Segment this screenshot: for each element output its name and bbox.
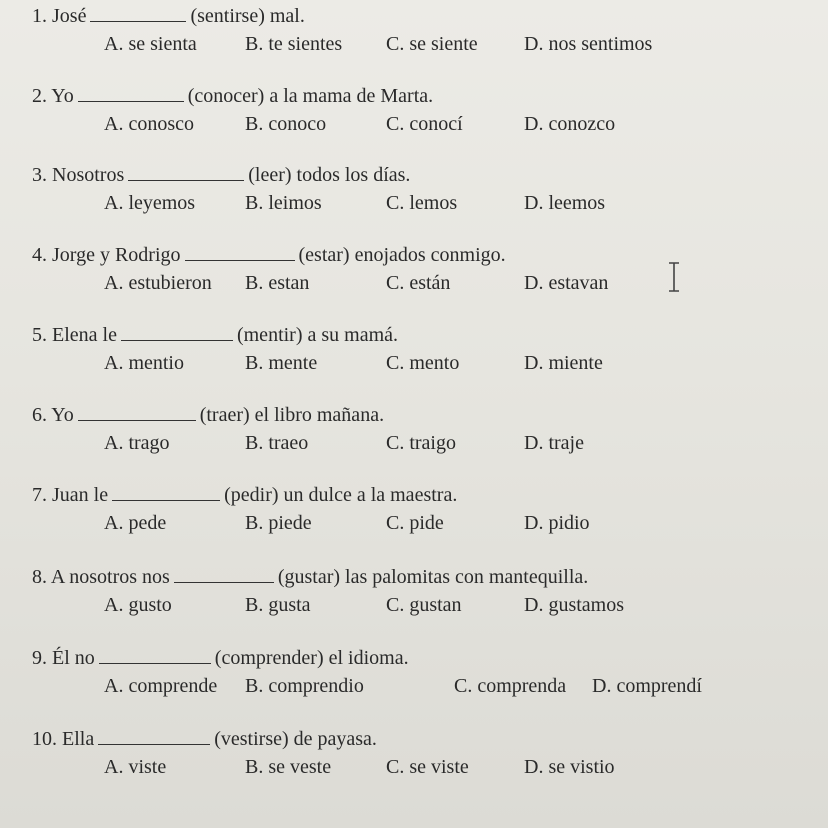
question-number: 1. — [32, 5, 47, 27]
question-hint: (comprender) el idioma. — [214, 647, 409, 669]
question-number: 10. — [32, 728, 57, 750]
option-b: B. te sientes — [245, 33, 343, 55]
option-d: D. pidio — [524, 512, 590, 534]
question-subject: Yo — [51, 85, 74, 107]
question-stem — [32, 565, 588, 589]
question-subject: José — [52, 5, 87, 27]
option-c: C. pide — [386, 512, 444, 534]
option-c: C. mento — [386, 352, 460, 374]
option-a: A. leyemos — [104, 192, 196, 214]
question-stem — [32, 323, 398, 347]
option-b: B. comprendio — [245, 675, 364, 697]
question-hint: (traer) el libro mañana. — [199, 404, 385, 426]
question-number: 7. — [32, 484, 47, 506]
option-a: A. viste — [104, 756, 167, 778]
option-b: B. conoco — [245, 113, 327, 135]
question-number: 3. — [32, 164, 47, 186]
question-hint: (vestirse) de payasa. — [214, 728, 377, 750]
option-d: D. leemos — [524, 192, 606, 214]
question-stem — [32, 483, 457, 507]
answer-blank — [185, 260, 295, 261]
answer-blank — [121, 340, 233, 341]
text-cursor-icon — [667, 262, 681, 292]
option-d: D. nos sentimos — [524, 33, 653, 55]
question-number: 8. — [32, 566, 47, 588]
option-d: D. estavan — [524, 272, 609, 294]
question-stem — [32, 243, 506, 267]
answer-blank — [98, 744, 210, 745]
option-d: D. comprendí — [592, 675, 702, 697]
option-b: B. se veste — [245, 756, 332, 778]
question-number: 2. — [32, 85, 47, 107]
question-hint: (conocer) a la mama de Marta. — [187, 85, 434, 107]
question-stem — [32, 403, 384, 427]
option-b: B. piede — [245, 512, 312, 534]
question-subject: Juan le — [52, 484, 109, 506]
question-stem — [32, 727, 377, 751]
option-b: B. traeo — [245, 432, 309, 454]
option-b: B. gusta — [245, 594, 311, 616]
answer-blank — [78, 420, 196, 421]
option-c: C. están — [386, 272, 451, 294]
option-a: A. comprende — [104, 675, 218, 697]
option-a: A. conosco — [104, 113, 194, 135]
option-a: A. mentio — [104, 352, 184, 374]
option-c: C. traigo — [386, 432, 456, 454]
option-b: B. leimos — [245, 192, 322, 214]
question-hint: (estar) enojados conmigo. — [298, 244, 506, 266]
question-subject: Nosotros — [52, 164, 125, 186]
option-d: D. traje — [524, 432, 584, 454]
option-a: A. se sienta — [104, 33, 197, 55]
question-hint: (gustar) las palomitas con mantequilla. — [277, 566, 589, 588]
question-stem — [32, 84, 433, 108]
option-c: C. gustan — [386, 594, 462, 616]
question-stem — [32, 163, 410, 187]
option-c: C. comprenda — [454, 675, 567, 697]
option-a: A. estubieron — [104, 272, 212, 294]
question-hint: (leer) todos los días. — [248, 164, 411, 186]
option-d: D. gustamos — [524, 594, 624, 616]
answer-blank — [174, 582, 274, 583]
option-c: C. se siente — [386, 33, 478, 55]
option-b: B. estan — [245, 272, 310, 294]
question-number: 4. — [32, 244, 47, 266]
question-subject: Jorge y Rodrigo — [52, 244, 181, 266]
option-d: D. miente — [524, 352, 603, 374]
question-number: 5. — [32, 324, 47, 346]
question-subject: A nosotros nos — [50, 566, 170, 588]
question-subject: Yo — [51, 404, 74, 426]
answer-blank — [99, 663, 211, 664]
option-c: C. conocí — [386, 113, 463, 135]
question-subject: Él no — [52, 647, 95, 669]
answer-blank — [90, 21, 186, 22]
option-b: B. mente — [245, 352, 318, 374]
answer-blank — [112, 500, 220, 501]
option-a: A. pede — [104, 512, 167, 534]
question-subject: Elena le — [52, 324, 117, 346]
option-d: D. se vistio — [524, 756, 615, 778]
answer-blank — [78, 101, 184, 102]
option-c: C. se viste — [386, 756, 469, 778]
question-number: 9. — [32, 647, 47, 669]
question-number: 6. — [32, 404, 47, 426]
question-stem — [32, 646, 409, 670]
option-d: D. conozco — [524, 113, 616, 135]
option-a: A. gusto — [104, 594, 172, 616]
answer-blank — [128, 180, 244, 181]
question-subject: Ella — [62, 728, 95, 750]
option-c: C. lemos — [386, 192, 458, 214]
option-a: A. trago — [104, 432, 170, 454]
question-hint: (pedir) un dulce a la maestra. — [224, 484, 458, 506]
question-hint: (sentirse) mal. — [190, 5, 305, 27]
question-stem — [32, 4, 305, 28]
question-hint: (mentir) a su mamá. — [236, 324, 399, 346]
